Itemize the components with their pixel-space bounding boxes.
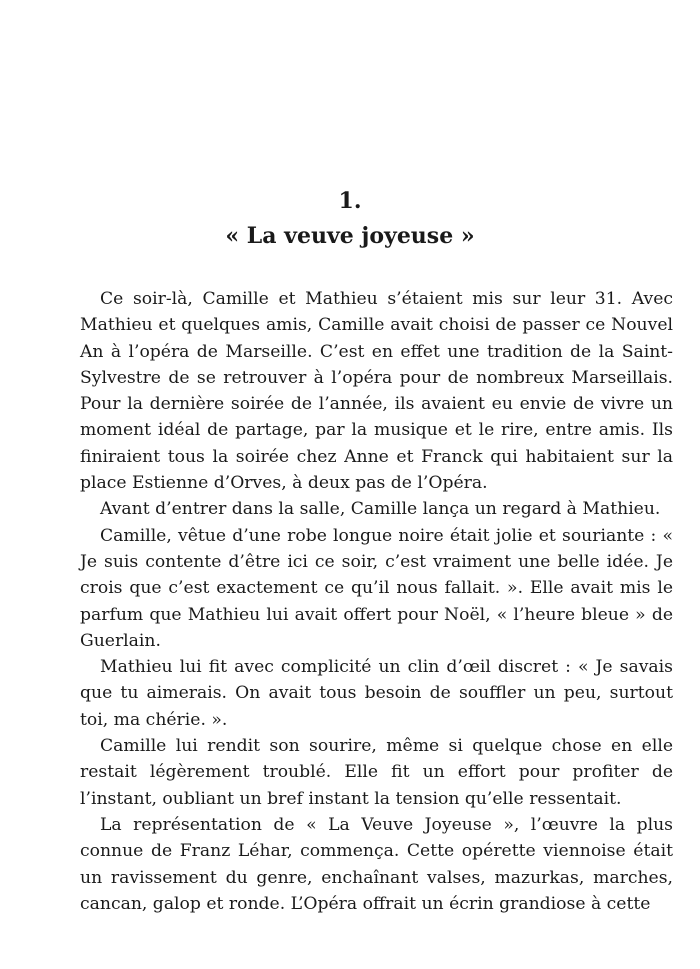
paragraph: Camille lui rendit son sourire, même si quelque chose en elle restait légèrement troublé. Elle fit un effort pour profiter de l’instant, oubliant un bref instant la tension qu’elle ressentait. [80, 736, 673, 809]
chapter-body [80, 286, 673, 917]
chapter-title: « La veuve joyeuse » [225, 223, 475, 249]
paragraph: Camille, vêtue d’une robe longue noire était jolie et souriante : « Je suis contente d’être ici ce soir, c’est vraiment une belle idée. Je crois que c’est exactement ce qu’il nous fallait. ». Elle avait mis le parfum que Mathieu lui avait offert pour Noël, « l’heure bleue » de Guerlain. [80, 525, 673, 651]
paragraph: Ce soir-là, Camille et Mathieu s’étaient mis sur leur 31. Avec Mathieu et quelques amis, Camille avait choisi de passer ce Nouvel An à l’opéra de Marseille. C’est en effet une tradition de la Saint-Sylvestre de se retrouver à l’opéra pour de nombreux Marseillais. Pour la dernière soirée de l’année, ils avaient eu envie de vivre un moment idéal de partage, par la musique et le rire, entre amis. Ils finiraient tous la soirée chez Anne et Franck qui habitaient sur la place Estienne d’Orves, à deux pas de l’Opéra. [80, 289, 673, 494]
paragraph: La représentation de « La Veuve Joyeuse », l’œuvre la plus connue de Franz Léhar, commença. Cette opérette viennoise était un ravissement du genre, enchaînant valses, mazurkas, marches, cancan, galop et ronde. L’Opéra offrait un écrin grandiose à cette [80, 814, 673, 914]
paragraph: Avant d’entrer dans la salle, Camille lança un regard à Mathieu. [100, 499, 661, 520]
chapter-number: 1. [338, 188, 362, 214]
paragraph: Mathieu lui fit avec complicité un clin d’œil discret : « Je savais que tu aimerais. On avait tous besoin de souffler un peu, surtout toi, ma chérie. ». [80, 657, 673, 730]
